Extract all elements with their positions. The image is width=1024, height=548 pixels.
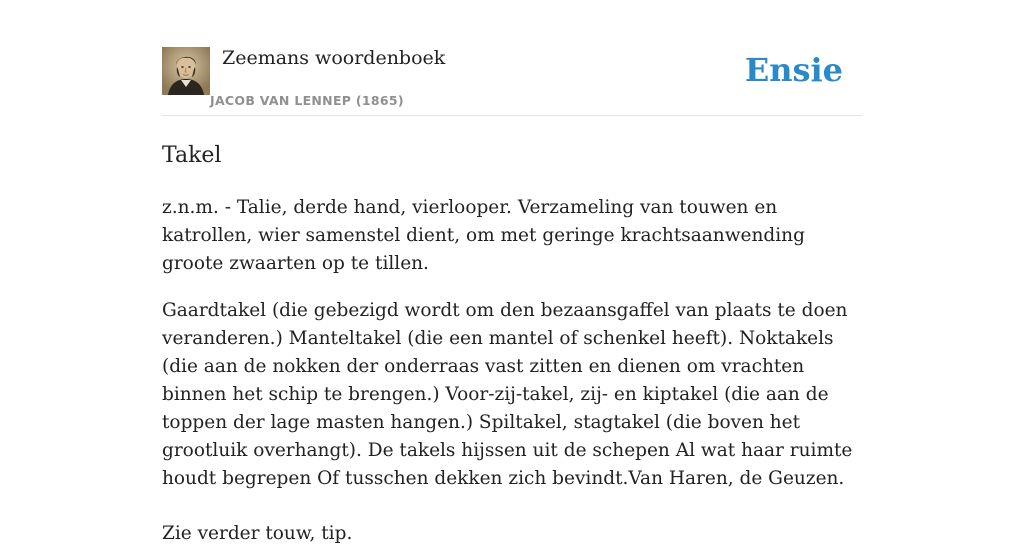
definition-paragraph: z.n.m. - Talie, derde hand, vierlooper. Verzameling van touwen en katrollen, wier samenstel dient, om met geringe krachtsaanwending groote zwaarten op te tillen. bbox=[162, 197, 805, 274]
author-name[interactable]: JACOB VAN LENNEP (1865) bbox=[210, 93, 404, 108]
author-portrait-icon bbox=[162, 47, 210, 95]
ensie-logo[interactable]: Ensie bbox=[744, 51, 843, 89]
dictionary-header bbox=[162, 46, 862, 116]
entry-title: Takel bbox=[162, 143, 222, 168]
author-avatar[interactable] bbox=[162, 47, 210, 95]
entry-body bbox=[162, 194, 862, 548]
page bbox=[162, 0, 862, 548]
see-also-paragraph: Zie verder touw, tip. bbox=[162, 523, 353, 544]
dictionary-title[interactable]: Zeemans woordenboek bbox=[222, 47, 446, 69]
definition-paragraph: Gaardtakel (die gebezigd wordt om den bezaansgaffel van plaats te doen veranderen.) Manteltakel (die een mantel of schenkel heeft). Noktakels (die aan de nokken der onderraas vast zitten en dienen om vrachten binnen het schip te brengen.) Voor-zij-takel, zij- en kiptakel (die aan de toppen der lage masten hangen.) Spiltakel, stagtakel (die boven het grootluik overhangt). De takels hijssen uit de schepen Al wat haar ruimte houdt begrepen Of tusschen dekken zich bevindt.Van Haren, de Geuzen. bbox=[162, 300, 853, 489]
